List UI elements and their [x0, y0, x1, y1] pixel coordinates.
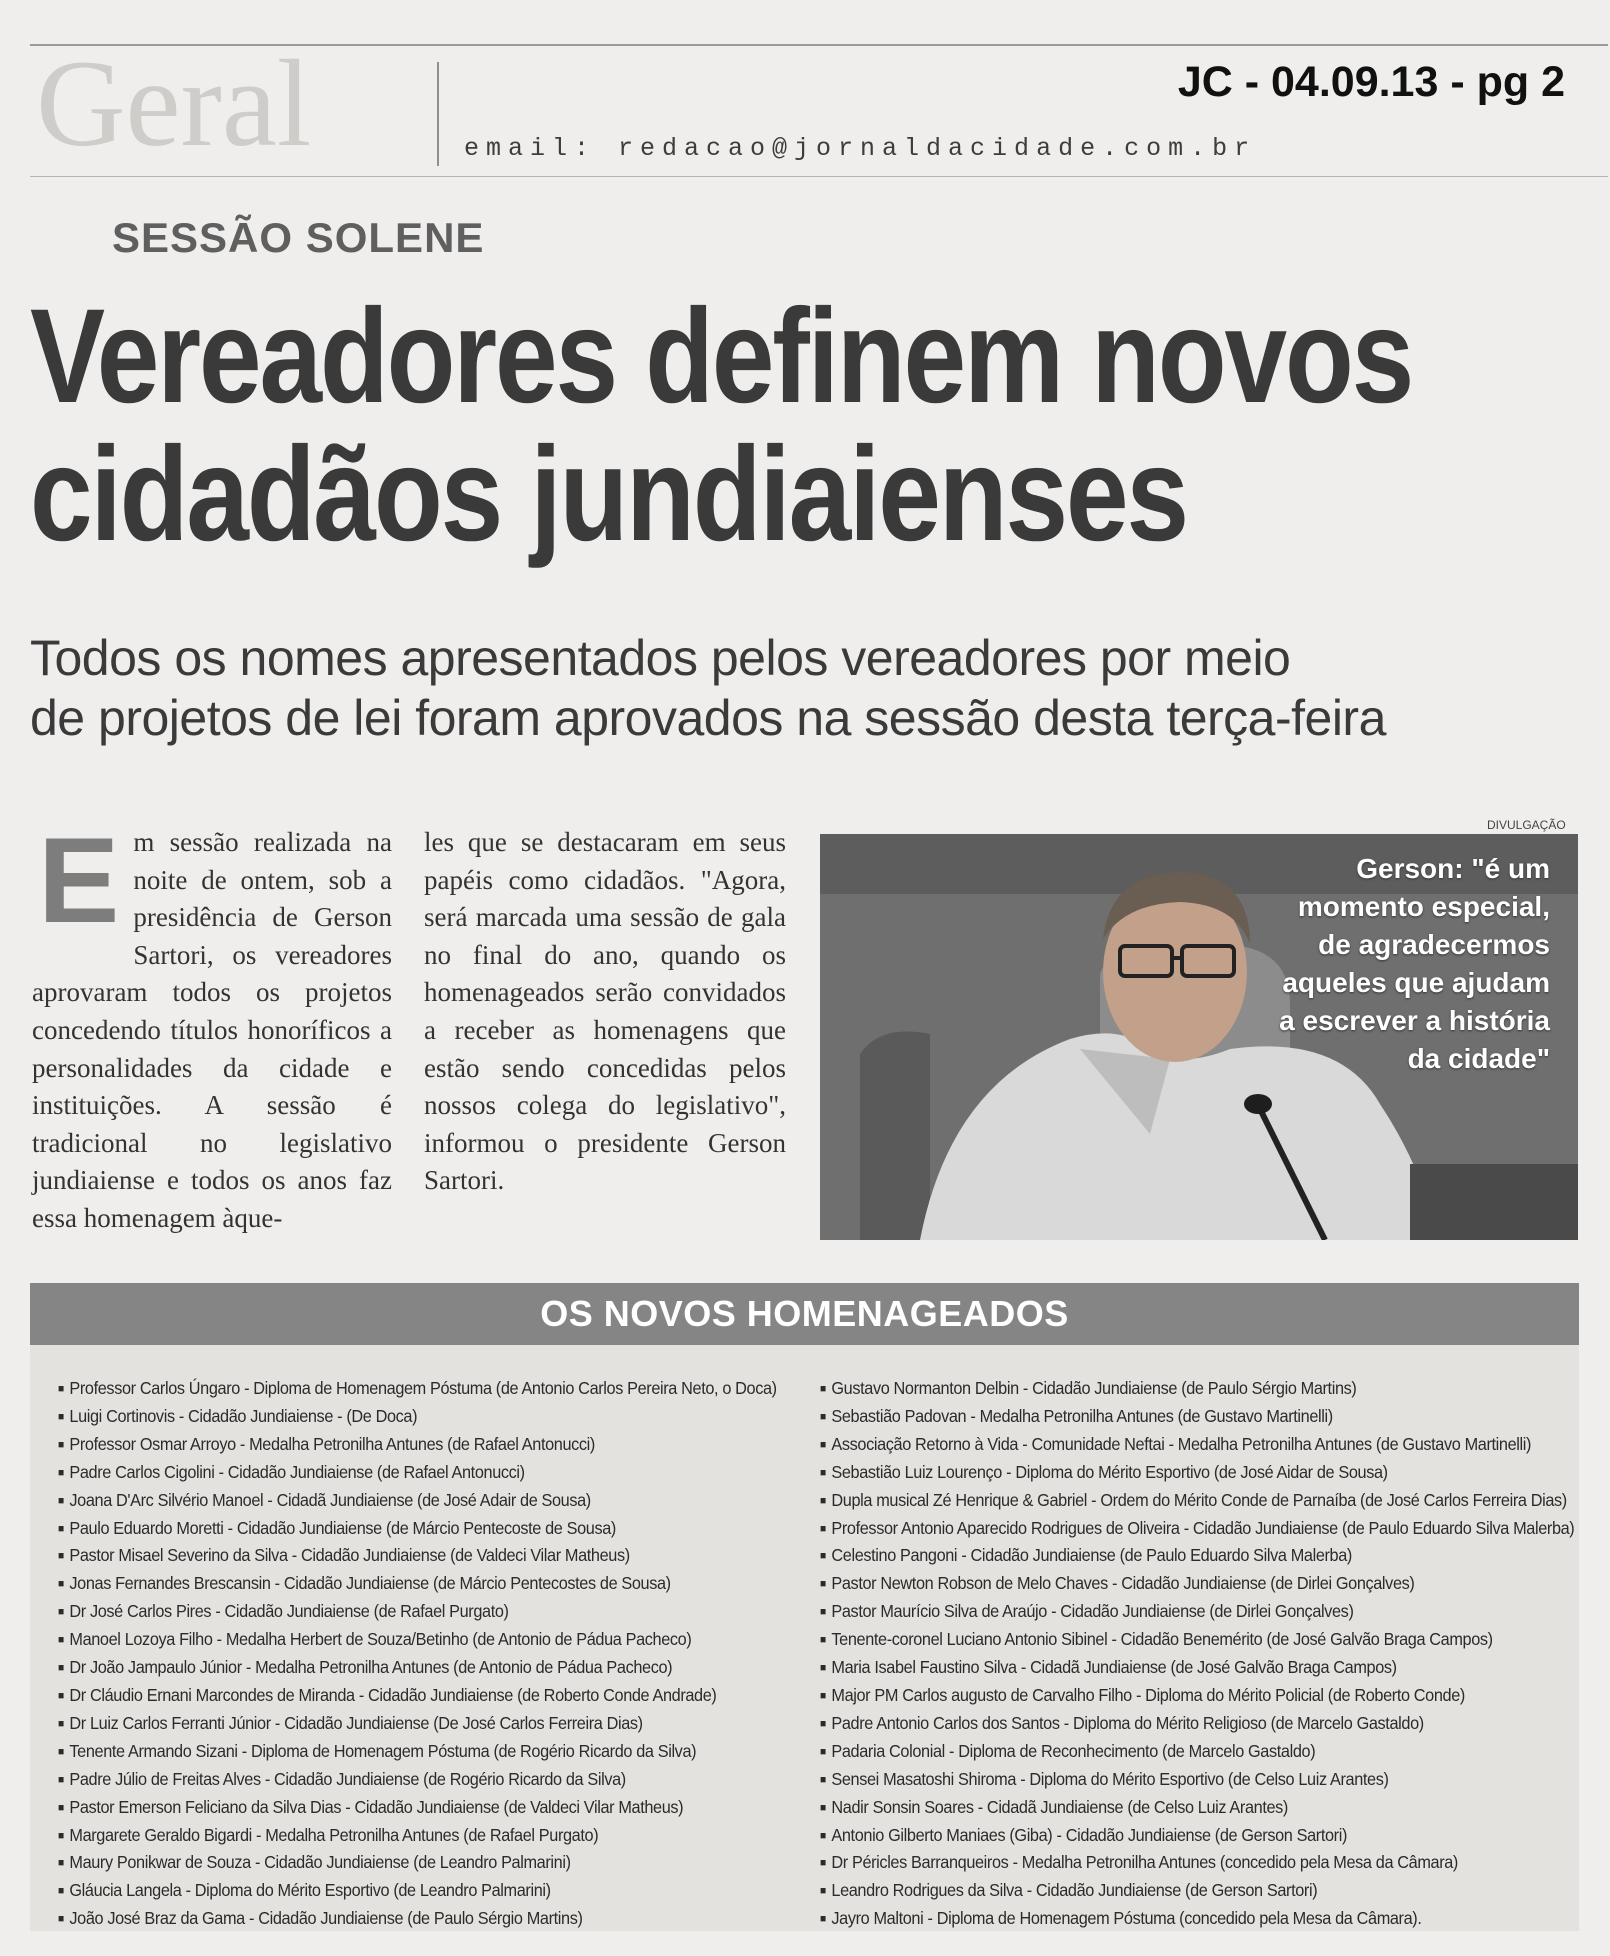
article-column-1 [32, 812, 392, 1238]
article-column-2 [424, 824, 786, 1200]
column-1-text: m sessão realizada na noite de ontem, sob a presidência de Gerson Sartori, os vereadores aprovaram todos os projetos concedendo títulos honoríficos a personalidades da cidade e instituições. A sessão é tradicional no legislativo jundiaiense e todos os anos faz essa homenagem àque- [32, 827, 392, 1233]
honoree-text: Pastor Newton Robson de Melo Chaves - Cidadão Jundiaiense (de Dirlei Gonçalves) [831, 1573, 1415, 1594]
honoree-text: Manoel Lozoya Filho - Medalha Herbert de Souza/Betinho (de Antonio de Pádua Pacheco) [69, 1629, 692, 1650]
honoree-text: Dr Péricles Barranqueiros - Medalha Petronilha Antunes (concedido pela Mesa da Câmara) [831, 1852, 1458, 1873]
honorees-list-right [820, 1375, 1590, 1933]
bullet-icon: ■ [58, 1466, 64, 1479]
honoree-text: Celestino Pangoni - Cidadão Jundiaiense (de Paulo Eduardo Silva Malerba) [831, 1545, 1352, 1566]
bullet-icon: ■ [820, 1606, 826, 1619]
bullet-icon: ■ [820, 1857, 826, 1870]
bullet-icon: ■ [58, 1689, 64, 1702]
honoree-text: Major PM Carlos augusto de Carvalho Filho - Diploma do Mérito Policial (de Roberto Conde) [831, 1684, 1465, 1705]
honoree-text: Maria Isabel Faustino Silva - Cidadã Jundiaiense (de José Galvão Braga Campos) [831, 1657, 1397, 1678]
honoree-text: Sebastião Padovan - Medalha Petronilha Antunes (de Gustavo Martinelli) [831, 1405, 1333, 1426]
bullet-icon: ■ [820, 1634, 826, 1647]
headline-line-2: cidadãos jundiaienses [30, 420, 1187, 570]
honoree-item [58, 1654, 765, 1682]
honoree-item [58, 1682, 765, 1710]
honoree-text: Nadir Sonsin Soares - Cidadã Jundiaiense (de Celso Luiz Arantes) [831, 1796, 1288, 1817]
bullet-icon: ■ [820, 1801, 826, 1814]
honorees-list-left [58, 1375, 818, 1933]
bullet-icon: ■ [58, 1522, 64, 1535]
bullet-icon: ■ [58, 1857, 64, 1870]
bullet-icon: ■ [58, 1773, 64, 1786]
honoree-item [58, 1598, 765, 1626]
honoree-item [58, 1710, 765, 1738]
column-2-text: les que se destacaram em seus papéis como cidadãos. "Agora, será marcada uma sessão de gala no final do ano, quando os homenageados serão convidados a receber as homenagens que estão sendo concedidas pelos nossos colega do legislativo", informou o presidente Gerson Sartori. [424, 827, 786, 1196]
bullet-icon: ■ [58, 1801, 64, 1814]
honoree-item [820, 1710, 1536, 1738]
honoree-item [820, 1515, 1575, 1543]
honoree-item [820, 1849, 1536, 1877]
honoree-item [820, 1738, 1536, 1766]
subheadline [30, 628, 1570, 748]
subheadline-line-2: de projetos de lei foram aprovados na sessão desta terça-feira [30, 690, 1386, 746]
honoree-text: Professor Carlos Úngaro - Diploma de Homenagem Póstuma (de Antonio Carlos Pereira Neto, o Doca) [69, 1378, 777, 1398]
bullet-icon: ■ [820, 1885, 826, 1898]
honoree-item [820, 1682, 1536, 1710]
headline-line-1: Vereadores definem novos [30, 282, 1413, 431]
honoree-item [58, 1794, 765, 1822]
honoree-item [58, 1570, 765, 1598]
honoree-item [820, 1570, 1536, 1598]
honoree-text: Padre Júlio de Freitas Alves - Cidadão Jundiaiense (de Rogério Ricardo da Silva) [69, 1768, 626, 1789]
honoree-item [58, 1822, 765, 1850]
bullet-icon: ■ [820, 1550, 826, 1563]
honoree-item [58, 1905, 765, 1933]
bullet-icon: ■ [820, 1410, 826, 1423]
honoree-item [820, 1626, 1536, 1654]
honoree-text: Sebastião Luiz Lourenço - Diploma do Mérito Esportivo (de José Aidar de Sousa) [831, 1461, 1388, 1482]
honoree-item [58, 1403, 765, 1431]
honoree-item [820, 1654, 1536, 1682]
bullet-icon: ■ [58, 1383, 64, 1395]
bullet-icon: ■ [820, 1773, 826, 1786]
honoree-text: Dr Cláudio Ernani Marcondes de Miranda - Cidadão Jundiaiense (de Roberto Conde Andrade) [69, 1684, 717, 1705]
bullet-icon: ■ [820, 1717, 826, 1730]
honoree-item [820, 1459, 1536, 1487]
bullet-icon: ■ [58, 1550, 64, 1563]
honoree-text: Antonio Gilberto Maniaes (Giba) - Cidadão Jundiaiense (de Gerson Sartori) [831, 1824, 1348, 1845]
honoree-item [820, 1403, 1536, 1431]
bullet-icon: ■ [820, 1689, 826, 1702]
bullet-icon: ■ [58, 1494, 64, 1507]
honoree-item [820, 1375, 1536, 1403]
bullet-icon: ■ [58, 1913, 64, 1926]
honoree-text: Margarete Geraldo Bigardi - Medalha Petronilha Antunes (de Rafael Purgato) [69, 1824, 599, 1845]
bullet-icon: ■ [820, 1438, 826, 1451]
honoree-text: Jonas Fernandes Brescansin - Cidadão Jundiaiense (de Márcio Pentecostes de Sousa) [69, 1573, 671, 1594]
honoree-item [820, 1794, 1536, 1822]
honoree-text: Pastor Emerson Feliciano da Silva Dias - Cidadão Jundiaiense (de Valdeci Vilar Matheus) [69, 1796, 684, 1817]
bullet-icon: ■ [58, 1829, 64, 1842]
honoree-text: Professor Antonio Aparecido Rodrigues de Oliveira - Cidadão Jundiaiense (de Paulo Eduardo Silva Malerba) [831, 1517, 1575, 1538]
header-rule [30, 176, 1608, 177]
header-divider [437, 62, 439, 166]
honoree-item [820, 1877, 1536, 1905]
honoree-item [58, 1626, 765, 1654]
honoree-text: Padaria Colonial - Diploma de Reconhecimento (de Marcelo Gastaldo) [831, 1740, 1316, 1761]
bullet-icon: ■ [58, 1438, 64, 1451]
honoree-text: Professor Osmar Arroyo - Medalha Petronilha Antunes (de Rafael Antonucci) [69, 1433, 595, 1454]
honorees-box [30, 1283, 1579, 1931]
honoree-text: Gláucia Langela - Diploma do Mérito Esportivo (de Leandro Palmarini) [69, 1880, 551, 1901]
honoree-text: Luigi Cortinovis - Cidadão Jundiaiense - (De Doca) [69, 1405, 418, 1426]
honoree-text: Maury Ponikwar de Souza - Cidadão Jundiaiense (de Leandro Palmarini) [69, 1852, 571, 1873]
section-title: Geral [36, 35, 312, 172]
honoree-text: Paulo Eduardo Moretti - Cidadão Jundiaiense (de Márcio Pentecoste de Sousa) [69, 1517, 616, 1538]
bullet-icon: ■ [58, 1634, 64, 1647]
bullet-icon: ■ [820, 1383, 826, 1395]
honoree-item [58, 1459, 765, 1487]
honoree-item [58, 1766, 765, 1794]
honoree-item [58, 1515, 765, 1543]
honoree-text: Pastor Misael Severino da Silva - Cidadão Jundiaiense (de Valdeci Vilar Matheus) [69, 1545, 630, 1566]
article-photo [820, 834, 1578, 1240]
honoree-text: Dr José Carlos Pires - Cidadão Jundiaiense (de Rafael Purgato) [69, 1601, 509, 1622]
honorees-title: OS NOVOS HOMENAGEADOS [30, 1283, 1579, 1345]
headline [30, 282, 1413, 570]
bullet-icon: ■ [820, 1494, 826, 1507]
honoree-text: Leandro Rodrigues da Silva - Cidadão Jundiaiense (de Gerson Sartori) [831, 1880, 1318, 1901]
honoree-item [58, 1542, 765, 1570]
honoree-item [58, 1849, 765, 1877]
photo-caption: Gerson: "é um momento especial, de agradecermos aqueles que ajudam a escrever a história da cidade" [1279, 853, 1550, 1074]
honoree-text: Gustavo Normanton Delbin - Cidadão Jundiaiense (de Paulo Sérgio Martins) [831, 1378, 1357, 1398]
photo-credit: DIVULGAÇÃO [1487, 818, 1566, 832]
bullet-icon: ■ [820, 1829, 826, 1842]
honoree-item [820, 1905, 1536, 1933]
bullet-icon: ■ [58, 1410, 64, 1423]
honoree-text: Dupla musical Zé Henrique & Gabriel - Ordem do Mérito Conde de Parnaíba (de José Carlos Ferreira Dias) [831, 1489, 1567, 1510]
email-address: email: redacao@jornaldacidade.com.br [464, 134, 1257, 163]
honoree-text: Dr João Jampaulo Júnior - Medalha Petronilha Antunes (de Antonio de Pádua Pacheco) [69, 1657, 673, 1678]
honoree-text: Padre Carlos Cigolini - Cidadão Jundiaiense (de Rafael Antonucci) [69, 1461, 525, 1482]
honoree-text: João José Braz da Gama - Cidadão Jundiaiense (de Paulo Sérgio Martins) [69, 1908, 583, 1929]
bullet-icon: ■ [58, 1606, 64, 1619]
honoree-item [58, 1738, 765, 1766]
bullet-icon: ■ [820, 1913, 826, 1926]
honoree-text: Jayro Maltoni - Diploma de Homenagem Póstuma (concedido pela Mesa da Câmara). [831, 1908, 1422, 1929]
honoree-item [820, 1542, 1536, 1570]
edition-reference: JC - 04.09.13 - pg 2 [1177, 58, 1565, 106]
honoree-item [58, 1375, 777, 1403]
honoree-text: Sensei Masatoshi Shiroma - Diploma do Mérito Esportivo (de Celso Luiz Arantes) [831, 1768, 1389, 1789]
bullet-icon: ■ [58, 1578, 64, 1591]
bullet-icon: ■ [820, 1522, 826, 1535]
bullet-icon: ■ [820, 1662, 826, 1675]
honoree-item [820, 1598, 1536, 1626]
honoree-text: Associação Retorno à Vida - Comunidade Neftai - Medalha Petronilha Antunes (de Gustavo Martinelli) [831, 1433, 1532, 1454]
honoree-item [58, 1487, 765, 1515]
honoree-text: Tenente-coronel Luciano Antonio Sibinel - Cidadão Benemérito (de José Galvão Braga Campos) [831, 1629, 1493, 1650]
honoree-item [820, 1487, 1567, 1515]
honoree-item [820, 1766, 1536, 1794]
honoree-text: Dr Luiz Carlos Ferranti Júnior - Cidadão Jundiaiense (De José Carlos Ferreira Dias) [69, 1712, 643, 1733]
bullet-icon: ■ [58, 1885, 64, 1898]
bullet-icon: ■ [58, 1717, 64, 1730]
honoree-item [820, 1822, 1536, 1850]
subheadline-line-1: Todos os nomes apresentados pelos vereadores por meio [30, 630, 1291, 686]
bullet-icon: ■ [820, 1745, 826, 1758]
honoree-item [58, 1877, 765, 1905]
honoree-item [58, 1431, 765, 1459]
bullet-icon: ■ [820, 1466, 826, 1479]
honoree-text: Tenente Armando Sizani - Diploma de Homenagem Póstuma (de Rogério Ricardo da Silva) [69, 1740, 697, 1761]
bullet-icon: ■ [820, 1578, 826, 1591]
drop-cap: E [38, 812, 120, 948]
bullet-icon: ■ [58, 1745, 64, 1758]
honoree-text: Joana D'Arc Silvério Manoel - Cidadã Jundiaiense (de José Adair de Sousa) [69, 1489, 591, 1510]
honoree-text: Padre Antonio Carlos dos Santos - Diploma do Mérito Religioso (de Marcelo Gastaldo) [831, 1712, 1424, 1733]
kicker: SESSÃO SOLENE [112, 214, 485, 261]
bullet-icon: ■ [58, 1662, 64, 1675]
honoree-text: Pastor Maurício Silva de Araújo - Cidadão Jundiaiense (de Dirlei Gonçalves) [831, 1601, 1354, 1622]
honoree-item [820, 1431, 1536, 1459]
